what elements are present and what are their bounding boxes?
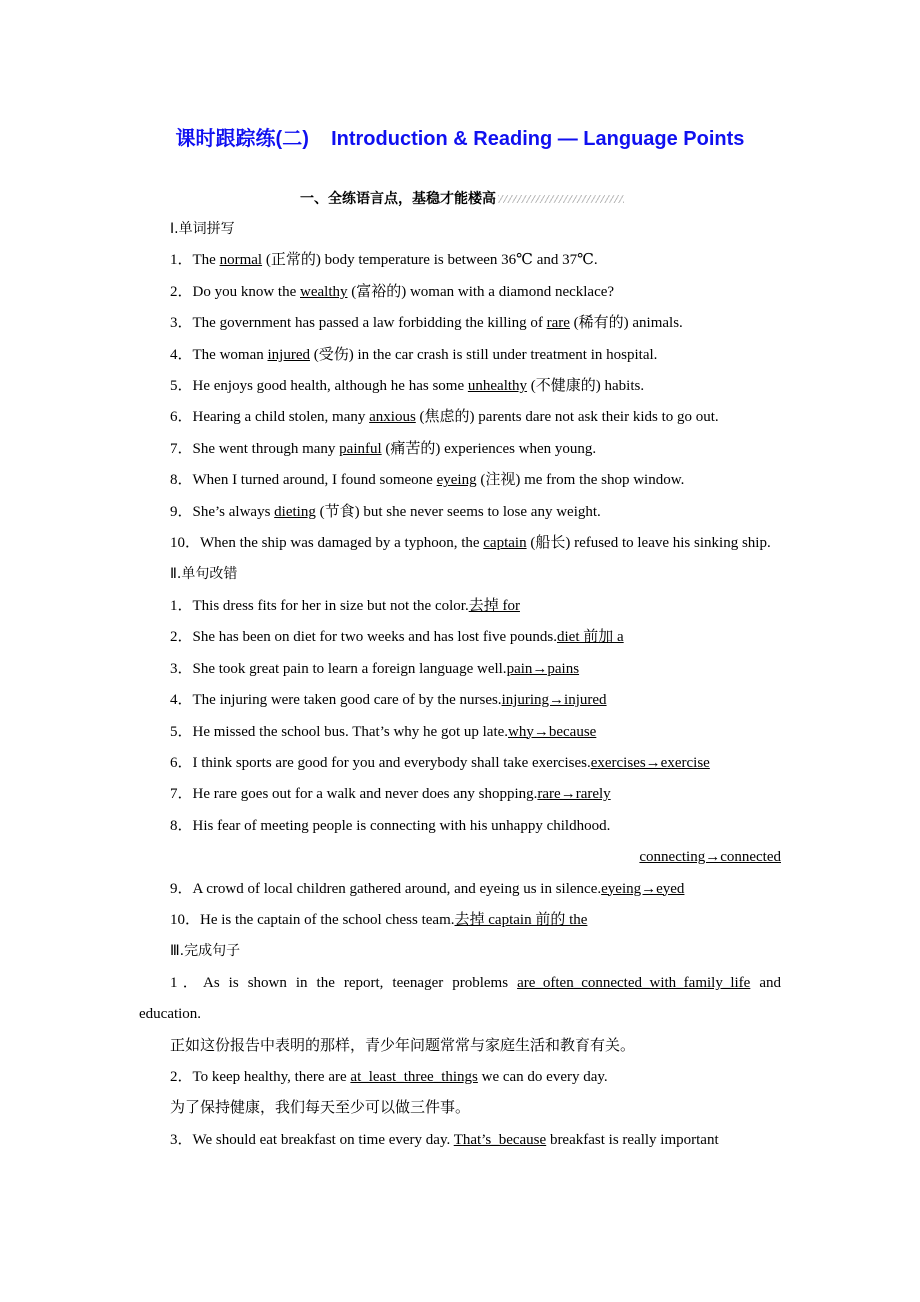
answer-text: exercises→exercise xyxy=(590,754,710,771)
answer-text: connecting→connected xyxy=(639,849,781,866)
exercise-item xyxy=(139,779,781,810)
item-text: 8．When I turned around, I found someone xyxy=(170,472,437,489)
item-text: 7．He rare goes out for a walk and never does any shopping. xyxy=(170,786,538,803)
exercise-item xyxy=(139,717,781,748)
item-text: breakfast is really important xyxy=(546,1131,719,1148)
answer-text: pain→pains xyxy=(506,660,580,677)
exercise-item xyxy=(139,245,781,276)
item-text: (焦虑的) parents dare not ask their kids to go out. xyxy=(415,409,719,426)
exercise-item xyxy=(139,874,781,905)
item-text: (正常的) body temperature is between 36℃ and 37℃. xyxy=(262,252,598,269)
answer-text: anxious xyxy=(369,409,416,426)
exercise-item xyxy=(139,748,781,779)
exercise-item xyxy=(139,968,781,1031)
item-text: 1．This dress fits for her in size but not the color. xyxy=(170,597,469,614)
exercise-item xyxy=(139,905,781,936)
exercise-item xyxy=(139,622,781,653)
answer-text: wealthy xyxy=(300,283,348,300)
item-text: (船长) refused to leave his sinking ship. xyxy=(526,535,771,552)
item-text: (节食) but she never seems to lose any weight. xyxy=(315,503,601,520)
item-text: 5．He enjoys good health, although he has some xyxy=(170,378,468,395)
item-text: (富裕的) woman with a diamond necklace? xyxy=(347,283,615,300)
exercise-item xyxy=(139,1093,781,1124)
exercise-item xyxy=(139,1031,781,1062)
item-text: we can do every day. xyxy=(477,1068,608,1085)
answer-text: rare→rarely xyxy=(537,786,611,803)
item-text: 1．As is shown in the report, teenager problems xyxy=(170,974,518,991)
page-title: 课时跟踪练(二) Introduction & Reading — Language Points xyxy=(175,128,745,150)
exercise-item xyxy=(139,465,781,496)
item-text: 2．To keep healthy, there are xyxy=(170,1068,351,1085)
answer-text: captain xyxy=(483,535,527,552)
answer-text: injured xyxy=(267,346,310,363)
answer-text: why→because xyxy=(508,723,597,740)
section-heading xyxy=(300,188,624,208)
hatch-decoration xyxy=(498,195,624,203)
item-text: 6．I think sports are good for you and everybody shall take exercises. xyxy=(170,754,591,771)
exercise-item xyxy=(139,811,781,842)
answer-text: rare xyxy=(546,315,570,332)
answer-text: injuring→injured xyxy=(501,692,607,709)
answer-text: normal xyxy=(219,252,263,269)
answer-text: are_often_connected_with_family_life xyxy=(517,974,751,991)
item-text: 4．The injuring were taken good care of by the nurses. xyxy=(170,692,502,709)
answer-text: dieting xyxy=(274,503,316,520)
exercise-item xyxy=(139,1062,781,1093)
exercise-body xyxy=(139,214,781,1156)
item-text: 8．His fear of meeting people is connecting with his unhappy childhood. xyxy=(170,817,611,834)
answer-text: eyeing→eyed xyxy=(601,880,685,897)
item-text: 10．He is the captain of the school chess team. xyxy=(170,911,455,928)
answer-text: at_least_three_things xyxy=(350,1068,478,1085)
answer-text: That’s_because xyxy=(453,1131,547,1148)
answer-text: painful xyxy=(339,440,382,457)
exercise-item xyxy=(139,371,781,402)
item-text: (注视) me from the shop window. xyxy=(476,472,685,489)
item-text: 10．When the ship was damaged by a typhoon, the xyxy=(170,535,484,552)
item-text: 2．Do you know the xyxy=(170,283,300,300)
answer-text: unhealthy xyxy=(467,378,528,395)
item-text: (不健康的) habits. xyxy=(527,378,645,395)
answer-text: 去掉 captain 前的 the xyxy=(454,911,588,928)
item-text: 6．Hearing a child stolen, many xyxy=(170,409,370,426)
item-text: 3．The government has passed a law forbidding the killing of xyxy=(170,315,547,332)
exercise-item xyxy=(139,308,781,339)
item-text: (稀有的) animals. xyxy=(569,315,683,332)
item-text: and education. xyxy=(139,974,781,1023)
exercise-item xyxy=(139,497,781,528)
answer-text: 去掉 for xyxy=(468,597,520,614)
exercise-heading: Ⅲ.完成句子 xyxy=(170,943,241,960)
exercise-heading: Ⅰ.单词拼写 xyxy=(170,221,235,237)
answer-text: eyeing xyxy=(436,472,477,489)
exercise-item xyxy=(139,591,781,622)
item-text: 3．She took great pain to learn a foreign language well. xyxy=(170,660,507,677)
exercise-item xyxy=(139,340,781,371)
section-heading-text: 一、全练语言点，基稳才能楼高 xyxy=(300,191,496,207)
item-text: 9．She’s always xyxy=(170,503,275,520)
item-text: (受伤) in the car crash is still under treatment in hospital. xyxy=(309,346,658,363)
item-text: (痛苦的) experiences when young. xyxy=(381,440,597,457)
item-text: 3．We should eat breakfast on time every day. xyxy=(170,1131,454,1148)
exercise-item xyxy=(139,277,781,308)
item-text: 1．The xyxy=(170,252,220,269)
exercise-item xyxy=(139,528,781,559)
exercise-item xyxy=(139,402,781,433)
item-text: 9．A crowd of local children gathered around, and eyeing us in silence. xyxy=(170,880,602,897)
item-text: 正如这份报告中表明的那样，青少年问题常常与家庭生活和教育有关。 xyxy=(170,1037,636,1054)
item-text: 5．He missed the school bus. That’s why he got up late. xyxy=(170,723,509,740)
answer-line xyxy=(139,842,781,873)
exercise-item xyxy=(139,434,781,465)
exercise-item xyxy=(139,654,781,685)
exercise-item xyxy=(139,685,781,716)
answer-text: diet 前加 a xyxy=(557,629,624,646)
item-text: 为了保持健康，我们每天至少可以做三件事。 xyxy=(170,1100,471,1117)
exercise-item xyxy=(139,1125,781,1156)
item-text: 2．She has been on diet for two weeks and has lost five pounds. xyxy=(170,629,558,646)
item-text: 4．The woman xyxy=(170,346,268,363)
item-text: 7．She went through many xyxy=(170,440,340,457)
exercise-heading: Ⅱ.单句改错 xyxy=(170,566,238,583)
